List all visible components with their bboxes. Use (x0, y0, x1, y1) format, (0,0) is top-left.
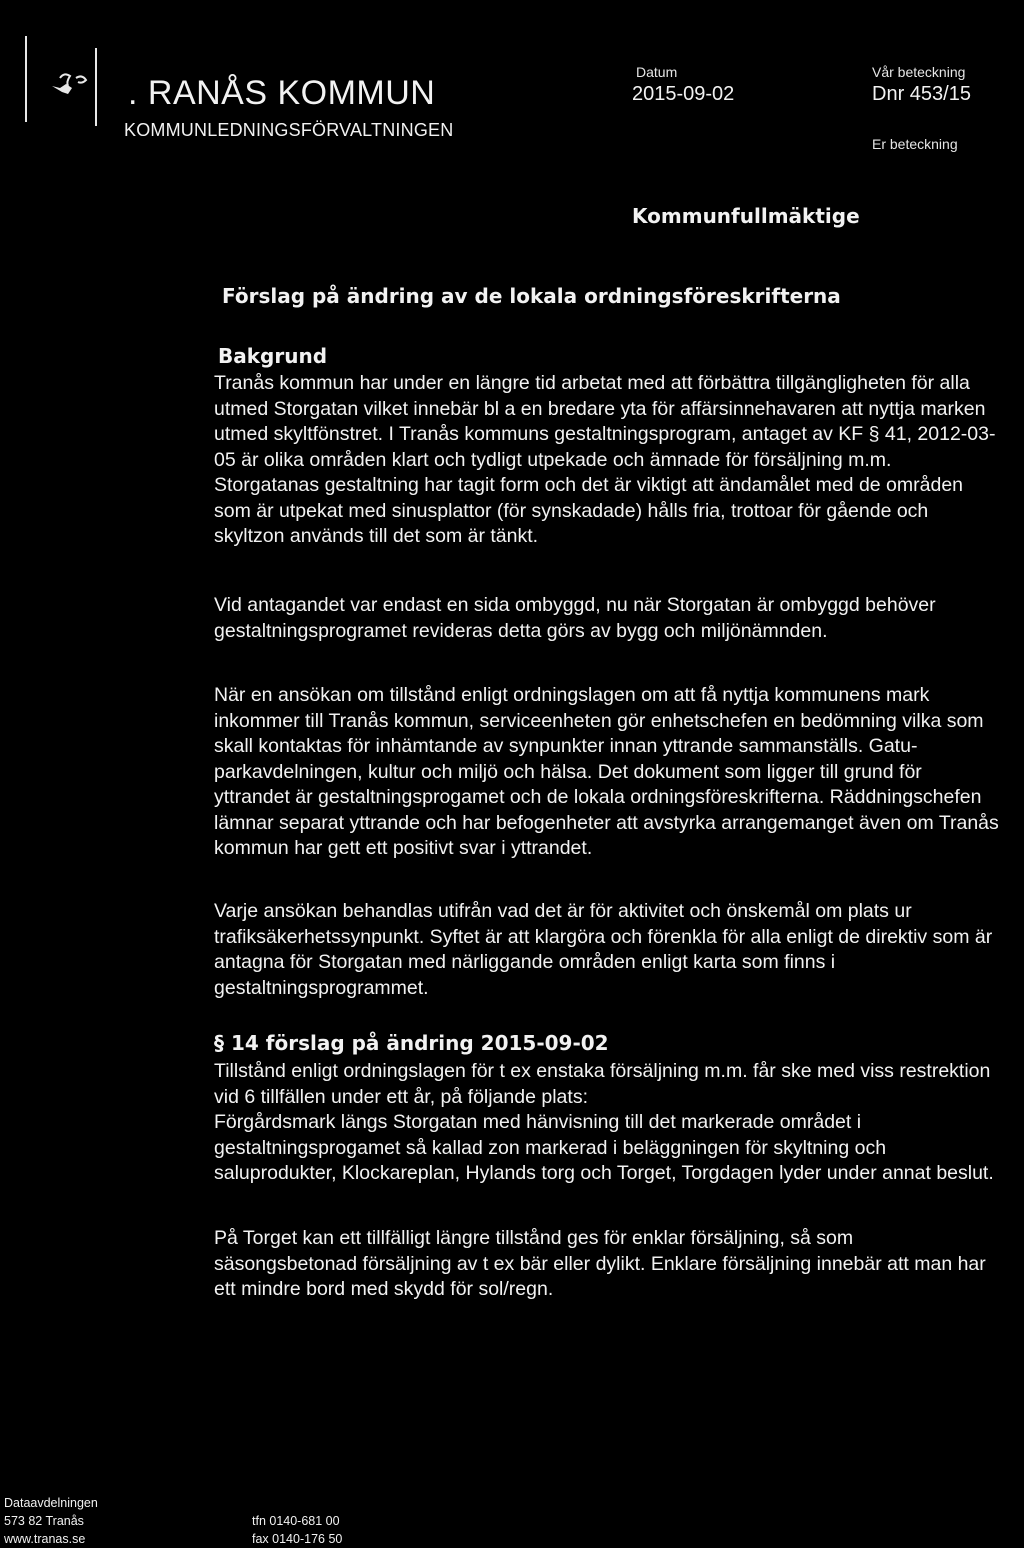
our-reference-value: Dnr 453/15 (872, 83, 971, 105)
recipient: Kommunfullmäktige (632, 204, 860, 228)
text-line: Tillstånd enligt ordningslagen för t ex enstaka försäljning m.m. får ske med viss restrektion (214, 1060, 991, 1082)
text-line: skyltzon används till det som är tänkt. (214, 525, 539, 547)
document-title: Förslag på ändring av de lokala ordningsföreskrifterna (222, 284, 841, 308)
paragraph-background-4 (214, 899, 1020, 1001)
text-line: Vid antagandet var endast en sida ombyggd, nu när Storgatan är ombyggd behöver (214, 594, 936, 616)
paragraph-proposal-1 (214, 1059, 1020, 1187)
text-line: inkommer till Tranås kommun, serviceenheten gör enhetschefen en bedömning vilka som (214, 709, 984, 732)
footer-postal-address: 573 82 Tranås (4, 1514, 84, 1528)
organization-department: KOMMUNLEDNINGSFÖRVALTNINGEN (124, 120, 454, 140)
text-line: gestaltningsprogrammet. (214, 976, 429, 999)
date-label: Datum (636, 64, 678, 80)
text-line: När en ansökan om tillstånd enligt ordningslagen om att få nyttja kommunens mark (214, 684, 930, 706)
our-reference-label: Vår beteckning (872, 64, 966, 80)
paragraph-background-3 (214, 683, 1020, 862)
text-line: lämnar separat yttrande och har befogenheter att avstyrka arrangemanget även om Tranås (214, 811, 999, 834)
text-line: Storgatanas gestaltning har tagit form och det är viktigt att ändamålet med de områden (214, 474, 964, 496)
text-line: parkavdelningen, kultur och miljö och hälsa. Det dokument som ligger till grund för (214, 760, 922, 783)
footer-phone: tfn 0140-681 00 (252, 1514, 340, 1528)
footer-website: www.tranas.se (4, 1532, 86, 1546)
text-line: utmed skyltfönstret. I Tranås kommuns gestaltningsprogram, antaget av KF § 41, 2012-03- (214, 423, 996, 445)
text-line: På Torget kan ett tillfälligt längre tillstånd ges för enklar försäljning, så som (214, 1227, 854, 1249)
footer-department: Dataavdelningen (4, 1496, 98, 1510)
text-line: Varje ansökan behandlas utifrån vad det är för aktivitet och önskemål om plats ur (214, 900, 912, 922)
paragraph-proposal-2 (214, 1226, 1020, 1303)
text-line: säsongsbetonad försäljning av t ex bär eller dylikt. Enklare försäljning innebär att man har (214, 1252, 986, 1275)
paragraph-background-1 (214, 371, 1020, 550)
text-line: Tranås kommun har under en längre tid arbetat med att förbättra tillgängligheten för alla (214, 372, 970, 394)
text-line: utmed Storgatan vilket innebär bl a en bredare yta för affärsinnehavaren att nyttja marken (214, 397, 986, 420)
organization-name: . RANÅS KOMMUN (128, 74, 436, 112)
footer-contact (252, 1494, 342, 1548)
text-line: saluprodukter, Klockareplan, Hylands torg och Torget, Torgdagen lyder under annat beslut. (214, 1162, 994, 1184)
text-line: 05 är olika områden klart och tydligt utpekade och ämnade för försäljning m.m. (214, 448, 892, 471)
text-line: skall kontaktas för inhämtande av synpunkter innan yttrande sammanställs. Gatu- (214, 735, 918, 757)
section-heading-proposal: § 14 förslag på ändring 2015-09-02 (214, 1031, 609, 1055)
text-line: gestaltningsprogramet revideras detta görs av bygg och miljönämnden. (214, 619, 828, 642)
text-line: antagna för Storgatan med närliggande områden enligt karta som finns i (214, 951, 836, 973)
text-line: gestaltningsprogamet så kallad zon markerad i beläggningen för skyltning och (214, 1136, 887, 1159)
footer-address (4, 1494, 98, 1548)
text-line: yttrandet är gestaltningsprogamet och de lokala ordningsföreskrifterna. Räddningschefen (214, 786, 982, 808)
text-line: ett mindre bord med skydd för sol/regn. (214, 1278, 554, 1300)
paragraph-background-2 (214, 593, 1020, 644)
date-value: 2015-09-02 (632, 83, 735, 105)
text-line: vid 6 tillfällen under ett år, på följande plats: (214, 1085, 588, 1108)
municipality-logo (22, 30, 104, 126)
section-heading-background: Bakgrund (218, 344, 328, 368)
text-line: Förgårdsmark längs Storgatan med hänvisning till det markerade området i (214, 1111, 862, 1133)
text-line: som är utpekat med sinusplattor (för synskadade) hålls fria, trottoar för gående och (214, 499, 929, 522)
text-line: kommun har gett ett positivt svar i yttrandet. (214, 837, 593, 859)
your-reference-label: Er beteckning (872, 136, 958, 152)
text-line: trafiksäkerhetssynpunkt. Syftet är att klargöra och förenkla för alla enligt de direktiv som är (214, 925, 993, 948)
footer-fax: fax 0140-176 50 (252, 1532, 343, 1546)
